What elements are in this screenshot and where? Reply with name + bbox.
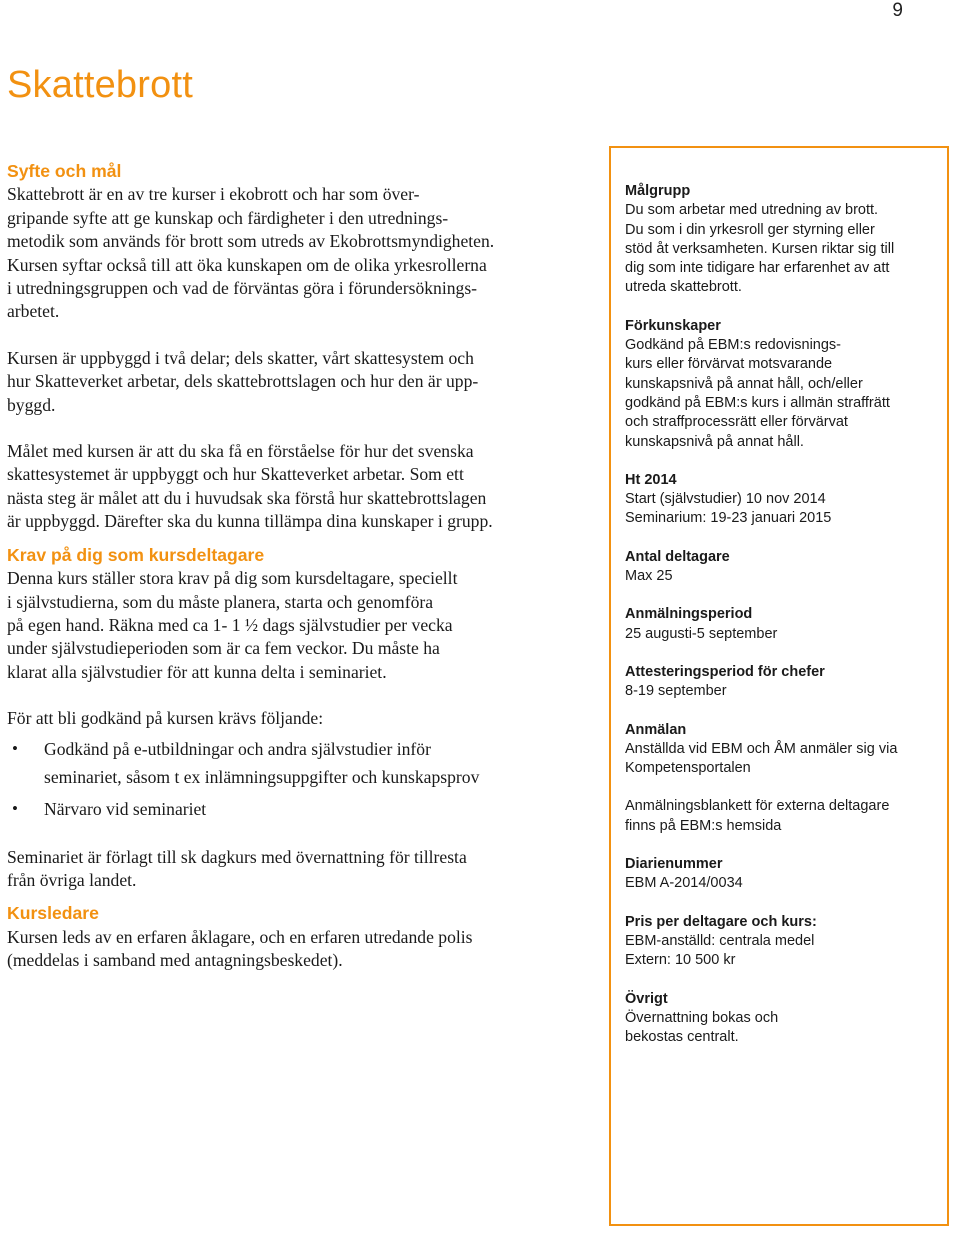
godkand-intro: För att bli godkänd på kursen krävs följande:	[7, 708, 324, 729]
text-line: metodik som används för brott som utreds av Ekobrottsmyndigheten.	[7, 231, 495, 252]
anmalan-label: Anmälan	[625, 721, 687, 738]
syfte-heading: Syfte och mål	[7, 161, 122, 181]
text-line: byggd.	[7, 394, 56, 415]
seminariet-paragraph	[7, 846, 587, 893]
list-item	[7, 795, 587, 823]
uppbyggnad-paragraph	[7, 347, 587, 417]
text-line: EBM-anställd: centrala medel	[625, 932, 815, 949]
text-line: Du som arbetar med utredning av brott.	[625, 202, 879, 219]
text-line: Kursen syftar också till att öka kunskapen om de olika yrkesrollerna	[7, 254, 487, 275]
requirements-list	[7, 735, 587, 823]
pris-section	[625, 913, 935, 971]
text-line: Kompetensportalen	[625, 760, 751, 777]
text-line: Anställda vid EBM och ÅM anmäler sig via	[625, 740, 898, 757]
text-line: från övriga landet.	[7, 869, 137, 890]
ovrigt-label: Övrigt	[625, 990, 668, 1007]
text-line: 8-19 september	[625, 683, 727, 700]
text-line: 25 augusti-5 september	[625, 625, 778, 642]
text-line: Extern: 10 500 kr	[625, 952, 736, 969]
text-line: dig som inte tidigare har erfarenhet av att	[625, 260, 890, 277]
text-line: hur Skatteverket arbetar, dels skattebrottslagen och hur den är upp-	[7, 371, 479, 392]
ovrigt-section	[625, 990, 935, 1048]
text-line: i utredningsgruppen och vad de förväntas göra i förundersöknings-	[7, 278, 478, 299]
attestering-section	[625, 663, 935, 702]
text-line: Denna kurs ställer stora krav på dig som kursdeltagare, speciellt	[7, 568, 458, 589]
text-line: EBM A-2014/0034	[625, 875, 743, 892]
bullet-icon: •	[12, 738, 18, 758]
text-line: klarat alla självstudier för att kunna delta i seminariet.	[7, 661, 387, 682]
text-line: (meddelas i samband med antagningsbeskedet).	[7, 950, 343, 971]
anmalan-section	[625, 721, 935, 779]
text-line: Du som i din yrkesroll ger styrning eller	[625, 221, 875, 238]
main-column	[7, 160, 587, 973]
text-line: Godkänd på e-utbildningar och andra självstudier inför	[44, 738, 431, 759]
kursledare-heading: Kursledare	[7, 903, 99, 924]
text-line: godkänd på EBM:s kurs i allmän straffrätt	[625, 394, 890, 411]
text-line: i självstudierna, som du måste planera, starta och genomföra	[7, 591, 434, 612]
kursledare-paragraph	[7, 926, 587, 973]
diarienummer-section	[625, 855, 935, 894]
text-line: seminariet, såsom t ex inlämningsuppgifter och kunskapsprov	[44, 766, 480, 787]
anmalningsperiod-section	[625, 605, 935, 644]
bullet-icon: •	[12, 798, 18, 818]
antal-section	[625, 548, 935, 587]
text-line: bekostas centralt.	[625, 1029, 739, 1046]
text-line: Kursen är uppbyggd i två delar; dels skatter, vårt skattesystem och	[7, 347, 474, 368]
text-line: kunskapsnivå på annat håll, och/eller	[625, 375, 863, 392]
text-line: kurs eller förvärvat motsvarande	[625, 356, 833, 373]
text-line: gripande syfte att ge kunskap och färdigheter i den utrednings-	[7, 207, 449, 228]
text-line: utreda skattebrott.	[625, 279, 742, 296]
text-line: på egen hand. Räkna med ca 1- 1 ½ dags självstudier per vecka	[7, 614, 453, 635]
text-line: Skattebrott är en av tre kurser i ekobrott och har som över-	[7, 184, 420, 205]
text-line: Seminarium: 19-23 januari 2015	[625, 510, 832, 527]
krav-heading: Krav på dig som kursdeltagare	[7, 544, 265, 565]
text-line: Start (självstudier) 10 nov 2014	[625, 491, 826, 508]
text-line: Målet med kursen är att du ska få en förståelse för hur det svenska	[7, 441, 474, 462]
blankett-section	[625, 797, 935, 836]
text-line: nästa steg är målet att du i huvudsak ska förstå hur skattebrottslagen	[7, 487, 487, 508]
text-line: stöd åt verksamheten. Kursen riktar sig till	[625, 240, 895, 257]
syfte-paragraph	[7, 183, 587, 323]
text-line: Anmälningsblankett för externa deltagare	[625, 798, 890, 815]
text-line: skattesystemet är uppbyggt och hur Skatteverket arbetar. Som ett	[7, 464, 464, 485]
termin-label: Ht 2014	[625, 471, 677, 488]
text-line: Godkänd på EBM:s redovisnings-	[625, 337, 841, 354]
text-line: och straffprocessrätt eller förvärvat	[625, 414, 848, 431]
page-number: 9	[892, 0, 903, 21]
text-line: finns på EBM:s hemsida	[625, 817, 782, 834]
text-line: arbetet.	[7, 301, 60, 322]
anmalningsperiod-label: Anmälningsperiod	[625, 606, 753, 623]
forkunskaper-section	[625, 317, 935, 452]
attestering-label: Attesteringsperiod för chefer	[625, 663, 825, 680]
text-line: kunskapsnivå på annat håll.	[625, 433, 804, 450]
page-title: Skattebrott	[7, 64, 193, 106]
forkunskaper-label: Förkunskaper	[625, 317, 721, 334]
malgrupp-section	[625, 182, 935, 298]
text-line: Kursen leds av en erfaren åklagare, och en erfaren utredande polis	[7, 926, 473, 947]
diarienummer-label: Diarienummer	[625, 856, 723, 873]
text-line: är uppbyggd. Därefter ska du kunna tillämpa dina kunskaper i grupp.	[7, 511, 493, 532]
text-line: Övernattning bokas och	[625, 1009, 779, 1026]
text-line: under självstudieperioden som är ca fem veckor. Du måste ha	[7, 638, 440, 659]
text-line: Seminariet är förlagt till sk dagkurs med övernattning för tillresta	[7, 846, 467, 867]
text-line: Närvaro vid seminariet	[44, 798, 207, 819]
text-line: Max 25	[625, 568, 673, 585]
list-item	[7, 735, 587, 791]
krav-paragraph	[7, 567, 587, 684]
antal-label: Antal deltagare	[625, 548, 730, 565]
pris-label: Pris per deltagare och kurs:	[625, 913, 817, 930]
malgrupp-label: Målgrupp	[625, 183, 691, 199]
course-info-box	[609, 146, 949, 1226]
termin-section	[625, 471, 935, 529]
malet-paragraph	[7, 440, 587, 534]
